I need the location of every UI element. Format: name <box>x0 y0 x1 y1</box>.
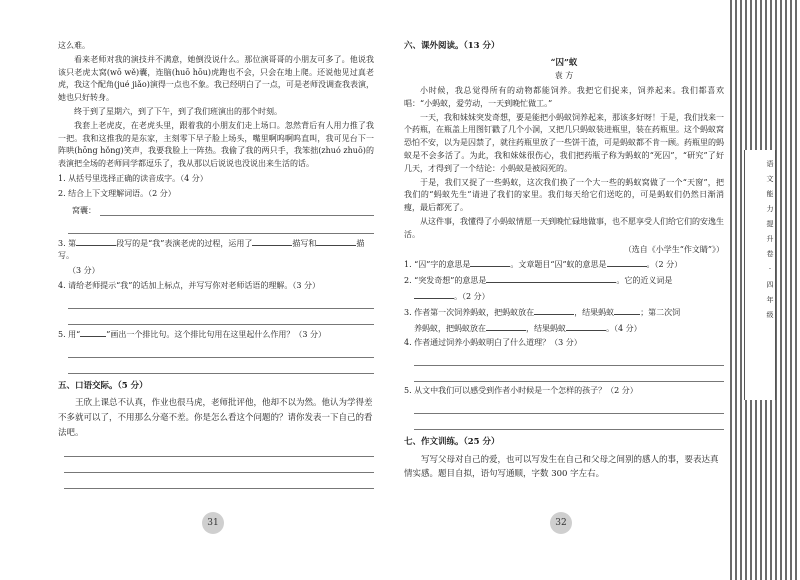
answer-blank[interactable] <box>470 258 510 267</box>
answer-blank[interactable] <box>566 322 606 331</box>
question-text: 3. 作者第一次饲养蚂蚁，把蚂蚁放在 <box>404 307 535 317</box>
answer-blank[interactable] <box>76 237 116 246</box>
question-2 <box>404 274 724 288</box>
essay-title: “囚”蚁 <box>550 57 578 68</box>
essay-source: （选自《小学生“作文睛”》） <box>623 244 724 254</box>
answer-blank[interactable] <box>316 237 356 246</box>
question-3 <box>58 237 374 264</box>
right-page <box>390 0 728 580</box>
answer-line[interactable] <box>414 417 724 430</box>
question-text: 5. 用“ <box>58 329 81 339</box>
question-5: 5. 从文中我们可以感受到作者小时候是一个怎样的孩子？（2 分） <box>404 386 638 396</box>
reading-paragraph: 终于到了星期六，到了下午，到了我们班演出的那个时刻。 <box>74 106 282 116</box>
answer-line[interactable] <box>64 444 374 457</box>
question-text: 描写和 <box>292 238 317 248</box>
answer-line[interactable] <box>64 460 374 473</box>
question-5 <box>58 328 374 342</box>
question-text: 3. 第 <box>58 238 77 248</box>
reading-paragraph: 我套上老虎皮，在老虎头里，跟着我的小朋友们走上场口。忽然背后有人用力推了我一把。我和这推我的是东家，主刻零下早子脸上场头，嘴里啊呜啊呜直叫，我可见台下一阵哄(hōng hǒng)笑声，我要我脸上一阵热。我偷了我的两只手，我笨拙(zhuó zhuō)的表演把全场的老师同学都逗乐了，我从那以后说说也没说出来生活的话。 <box>58 120 374 169</box>
essay-paragraph: 于是，我们又捉了一些蚂蚁，这次我们换了一个大一些的蚂蚁窝做了一个“天窗”，把我们的“蚂蚁先生”请进了我们的家里。我们每天给它们送吃的，可是蚂蚁们仍然日渐消瘦，最后都死了。 <box>404 177 724 213</box>
section-6-title: 六、课外阅读。（13 分） <box>404 41 500 51</box>
question-text: 。（2 分） <box>646 260 683 270</box>
question-2-score <box>404 290 724 304</box>
question-text: 描写。 <box>58 238 365 261</box>
left-page <box>0 0 388 580</box>
answer-line[interactable] <box>68 221 374 234</box>
answer-line[interactable] <box>414 369 724 382</box>
answer-line[interactable] <box>68 361 374 374</box>
question-3 <box>404 306 724 320</box>
question-3-score: （3 分） <box>68 266 100 276</box>
answer-line[interactable] <box>68 345 374 358</box>
answer-line[interactable] <box>100 203 374 216</box>
question-2: 2. 结合上下文理解词语。（2 分） <box>58 188 176 198</box>
question-1: 1. 从括号里选择正确的读音成字。（4 分） <box>58 173 208 183</box>
question-text: 。（2 分） <box>454 291 490 301</box>
spine-title: 语文能力提升卷·四年级 <box>766 160 774 326</box>
answer-line[interactable] <box>68 296 374 309</box>
answer-line[interactable] <box>64 476 374 489</box>
reading-paragraph: 这么难。 <box>58 41 90 50</box>
question-text: ，结果蚂蚁 <box>526 323 566 333</box>
section-7-prompt: 写写父母对自己的爱，也可以写发生在自己和父母之间别的感人的事，要表达真情实感。题目自拟，语句写通顺，字数 300 字左右。 <box>404 454 719 480</box>
vocab-word: 窝囊： <box>72 205 96 215</box>
question-2-answer <box>58 203 374 218</box>
question-text: 2. “突发奇想”的意思是 <box>404 276 487 286</box>
question-text: 。文章题目“囚”蚁的意思是 <box>510 260 607 270</box>
question-text: ；第二次饲 <box>640 307 681 317</box>
answer-line[interactable] <box>68 312 374 325</box>
question-text: 。（4 分） <box>606 323 642 333</box>
answer-line[interactable] <box>414 401 724 414</box>
answer-blank[interactable] <box>486 274 616 283</box>
question-3-cont <box>404 322 724 336</box>
section-5-prompt: 王欣上课总不认真，作业也很马虎，老师批评他，他却不以为然。他认为学得差不多就可以了，不用那么分毫不差。你是怎么看这个问题的？请你发表一下自己的看法吧。 <box>58 398 373 438</box>
answer-blank[interactable] <box>252 237 292 246</box>
page-number-left: 31 <box>202 512 224 534</box>
page-number-right: 32 <box>550 512 572 534</box>
essay-author: 袁 方 <box>554 71 574 81</box>
answer-blank[interactable] <box>534 306 574 315</box>
question-text: 1. “囚”字的意思是 <box>404 260 471 270</box>
question-text: 。它的近义词是 <box>616 276 673 286</box>
question-4: 4. 请给老师提示“我”的话加上标点，并写写你对老师话语的理解。（3 分） <box>58 280 320 290</box>
answer-blank[interactable] <box>80 328 106 337</box>
reading-paragraph: 看来老师对我的演技并不满意，她倒没说什么。那位演哥哥的小朋友可多了。他说我该只老虎太窝(wō wě)囊，连脑(huō hōu)虎跑也不会，只会在地上爬。还说他见过真老虎，我这个配角(jué jiǎo)演得一点也不象。我已经明白了一点，可是老师没调查我表演，她也只好转身。 <box>58 54 374 103</box>
question-text: 养蚂蚁，把蚂蚁放在 <box>414 323 486 333</box>
essay-paragraph: 一天，我和妹妹突发奇想，要是能把小蚂蚁饲养起来，那该多好呀！于是，我们找来一个药瓶，在瓶盖上用图钉戳了几个小洞，又把几只蚂蚁装进瓶里，装在药瓶里。这个蚂蚁窝恐怕不安，以为是囚禁了，就往药瓶里放了一些饼干渣，可是蚂蚁都不肯一顾。药瓶里的蚂蚁是不会多活了。为此，我和妹妹很伤心，我们把药瓶子称为蚂蚁的“死囚”，“研究”了好几天，才得到了一个结论：小蚂蚁是被闷死的。 <box>404 112 724 173</box>
section-5-title: 五、口语交际。（5 分） <box>58 380 148 391</box>
question-text: ，结果蚂蚁 <box>574 307 615 317</box>
spine-label <box>744 150 776 400</box>
essay-paragraph: 从这件事，我懂得了小蚂蚁情愿一天到晚忙碌地做事，也不愿享受人们给它们的安逸生活。 <box>404 216 724 239</box>
question-text: 段写的是“我”表演老虎的过程，运用了 <box>116 238 253 248</box>
question-1 <box>404 258 724 272</box>
answer-blank[interactable] <box>486 322 526 331</box>
book-spine <box>730 0 800 580</box>
answer-line[interactable] <box>414 353 724 366</box>
answer-blank[interactable] <box>614 306 640 315</box>
answer-blank[interactable] <box>607 258 647 267</box>
question-text: ”画出一个排比句。这个排比句用在这里起什么作用？（3 分） <box>106 329 326 339</box>
essay-paragraph: 小时候，我总觉得所有的动物都能饲养。我把它们捉来，饲养起来。我们都喜欢唱：“小蚂蚁，爱劳动，一天到晚忙做工。” <box>404 85 724 108</box>
section-7-title: 七、作文训练。（25 分） <box>404 436 500 447</box>
answer-blank[interactable] <box>414 290 454 299</box>
question-4: 4. 作者通过饲养小蚂蚁明白了什么道理？（3 分） <box>404 338 582 348</box>
